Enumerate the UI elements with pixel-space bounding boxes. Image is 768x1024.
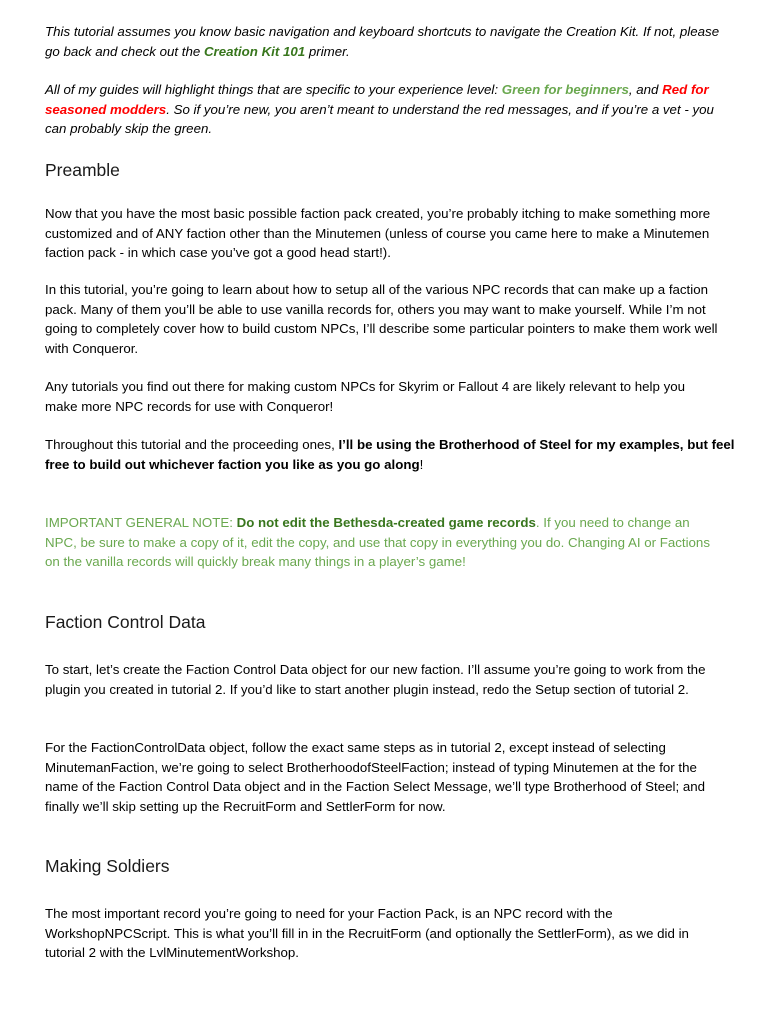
preamble-paragraph-4: Throughout this tutorial and the proceeding ones, I’ll be using the Brotherhood of Steel for my examples, but feel free to build out whichever faction you like as you go along! (45, 437, 735, 472)
red-for-seasoned-text: Red for seasoned modders (45, 82, 709, 117)
preamble-paragraph-2: In this tutorial, you’re going to learn about how to setup all of the various NPC records that can make up a faction pack. Many of them you’ll be able to use vanilla records for, others you may want to make yourself. While I’m not going to completely cover how to build custom NPCs, I’ll describe some particular pointers to make them work well with Conqueror. (45, 282, 718, 356)
important-general-note: IMPORTANT GENERAL NOTE: Do not edit the Bethesda-created game records. If you need to change an NPC, be sure to make a copy of it, edit the copy, and use that copy in everything you do. Changing AI or Factions on the vanilla records will quickly break many things in a player’s game! (45, 515, 710, 569)
green-for-beginners-text: Green for beginners (501, 82, 629, 97)
intro-paragraph-2: All of my guides will highlight things that are specific to your experience level: Green for beginners, and Red for seasoned modders. So if you’re new, you aren’t meant to understand the red messages, and if you’re a vet - you can probably skip the green. (45, 82, 714, 136)
brotherhood-example-text: I’ll be using the Brotherhood of Steel for my examples, but feel free to build out whichever faction you like as you go along (45, 437, 735, 472)
faction-control-heading: Faction Control Data (45, 612, 206, 632)
faction-control-paragraph-2: For the FactionControlData object, follow the exact same steps as in tutorial 2, except instead of selecting MinutemanFaction, we’re going to select BrotherhoodofSteelFaction; instead of typing Minutemen at the for the name of the Faction Control Data object and in the Faction Select Message, we’ll type Brotherhood of Steel; and finally we’ll skip setting up the RecruitForm and SettlerForm for now. (45, 740, 706, 814)
preamble-heading: Preamble (45, 160, 120, 180)
creation-kit-101-link[interactable]: Creation Kit 101 (203, 43, 306, 59)
do-not-edit-warning: Do not edit the Bethesda-created game records (236, 515, 536, 530)
making-soldiers-heading: Making Soldiers (45, 856, 170, 876)
preamble-paragraph-3: Any tutorials you find out there for making custom NPCs for Skyrim or Fallout 4 are likely relevant to help you make more NPC records for use with Conqueror! (45, 379, 686, 414)
preamble-paragraph-1: Now that you have the most basic possible faction pack created, you’re probably itching to make something more customized and of ANY faction other than the Minutemen (unless of course you came here to make a Minutemen faction pack - in which case you’ve got a good head start!). (45, 206, 711, 260)
making-soldiers-paragraph-1: The most important record you’re going to need for your Faction Pack, is an NPC record with the WorkshopNPCScript. This is what you’ll fill in in the RecruitForm (and optionally the SettlerForm), as we did in tutorial 2 with the LvlMinutementWorkshop. (45, 906, 689, 960)
faction-control-paragraph-1: To start, let’s create the Faction Control Data object for our new faction. I’ll assume you’re going to work from the plugin you created in tutorial 2. If you’d like to start another plugin instead, redo the Setup section of tutorial 2. (45, 662, 706, 697)
intro-paragraph-1: This tutorial assumes you know basic navigation and keyboard shortcuts to navigate the Creation Kit. If not, please go back and check out the Creation Kit 101 primer. (45, 24, 720, 59)
